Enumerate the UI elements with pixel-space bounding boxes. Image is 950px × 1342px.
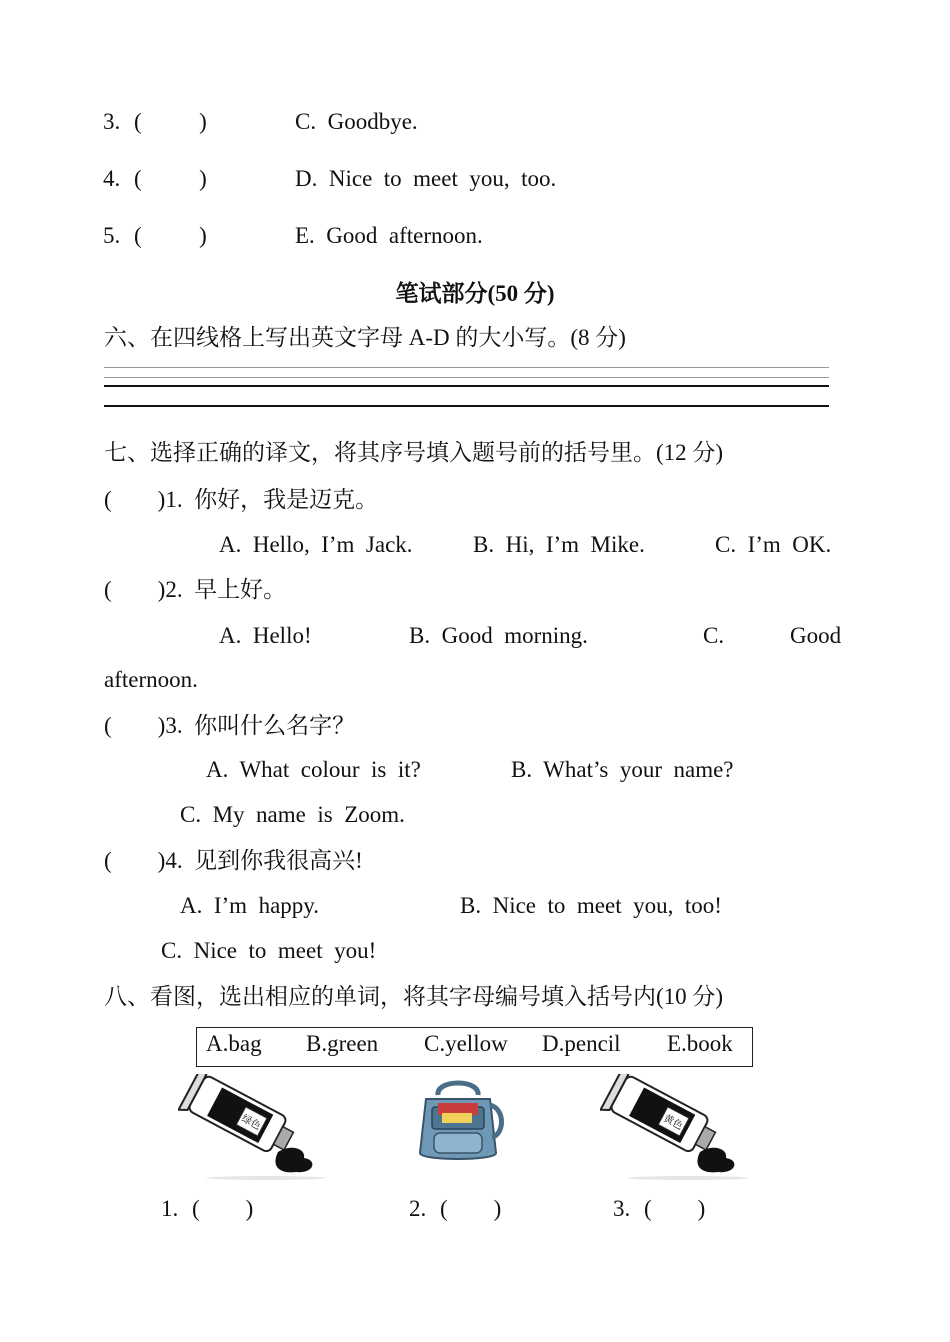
schoolbag-icon xyxy=(408,1075,508,1167)
option-b[interactable]: B. Good morning. xyxy=(409,623,588,648)
option-b[interactable]: B. What’s your name? xyxy=(511,757,734,782)
option-b[interactable]: B. Hi, I’m Mike. xyxy=(473,532,645,557)
option-c-text: Good xyxy=(790,623,842,648)
answer-option: D. Nice to meet you, too. xyxy=(295,166,557,191)
section7-heading: 七、选择正确的译文，将其序号填入题号前的括号里。(12 分) xyxy=(104,440,724,465)
option-c[interactable]: C. xyxy=(703,623,725,648)
answer-blank[interactable]: ( ) xyxy=(134,166,207,191)
grid-line xyxy=(104,367,829,368)
question-number: 5. xyxy=(103,223,121,248)
word-bank-item: D.pencil xyxy=(542,1031,621,1056)
word-bank-item: C.yellow xyxy=(424,1031,508,1056)
answer-number: 2. xyxy=(409,1196,427,1221)
written-section-title: 笔试部分(50 分) xyxy=(395,281,555,306)
paint-tube-icon xyxy=(178,1074,328,1182)
option-a[interactable]: A. Hello, I’m Jack. xyxy=(219,532,413,557)
answer-blank[interactable]: ( ) xyxy=(134,109,207,134)
option-a[interactable]: A. Hello! xyxy=(219,623,312,648)
option-a[interactable]: A. I’m happy. xyxy=(180,893,320,918)
answer-option: E. Good afternoon. xyxy=(295,223,483,248)
question-number: 3. xyxy=(103,109,121,134)
grid-line xyxy=(104,385,829,387)
section8-heading: 八、看图，选出相应的单词，将其字母编号填入括号内(10 分) xyxy=(104,984,724,1009)
option-c[interactable]: C. My name is Zoom. xyxy=(180,802,405,827)
grid-line xyxy=(104,377,829,378)
grid-line xyxy=(104,405,829,407)
answer-option: C. Goodbye. xyxy=(295,109,418,134)
question-stem: ( )2. 早上好。 xyxy=(104,577,287,602)
answer-blank[interactable]: ( ) xyxy=(644,1196,706,1221)
answer-blank[interactable]: ( ) xyxy=(134,223,207,248)
question-stem: ( )1. 你好，我是迈克。 xyxy=(104,487,379,512)
word-bank-item: B.green xyxy=(306,1031,379,1056)
paint-tube-label: 绿色 xyxy=(239,1113,263,1133)
paint-tube-icon xyxy=(600,1074,750,1182)
option-a[interactable]: A. What colour is it? xyxy=(206,757,421,782)
answer-blank[interactable]: ( ) xyxy=(440,1196,502,1221)
section6-heading: 六、在四线格上写出英文字母 A-D 的大小写。(8 分) xyxy=(104,325,626,350)
answer-blank[interactable]: ( ) xyxy=(192,1196,254,1221)
answer-number: 1. xyxy=(161,1196,179,1221)
option-c[interactable]: C. Nice to meet you! xyxy=(161,938,377,963)
question-stem: ( )4. 见到你我很高兴! xyxy=(104,848,363,873)
word-bank-item: E.book xyxy=(667,1031,733,1056)
answer-number: 3. xyxy=(613,1196,631,1221)
paint-tube-label: 黄色 xyxy=(661,1113,685,1133)
option-c[interactable]: C. I’m OK. xyxy=(715,532,832,557)
question-stem: ( )3. 你叫什么名字？ xyxy=(104,713,356,738)
word-bank-item: A.bag xyxy=(206,1031,262,1056)
option-c-text-wrap: afternoon. xyxy=(104,667,198,692)
option-b[interactable]: B. Nice to meet you, too! xyxy=(460,893,722,918)
question-number: 4. xyxy=(103,166,121,191)
